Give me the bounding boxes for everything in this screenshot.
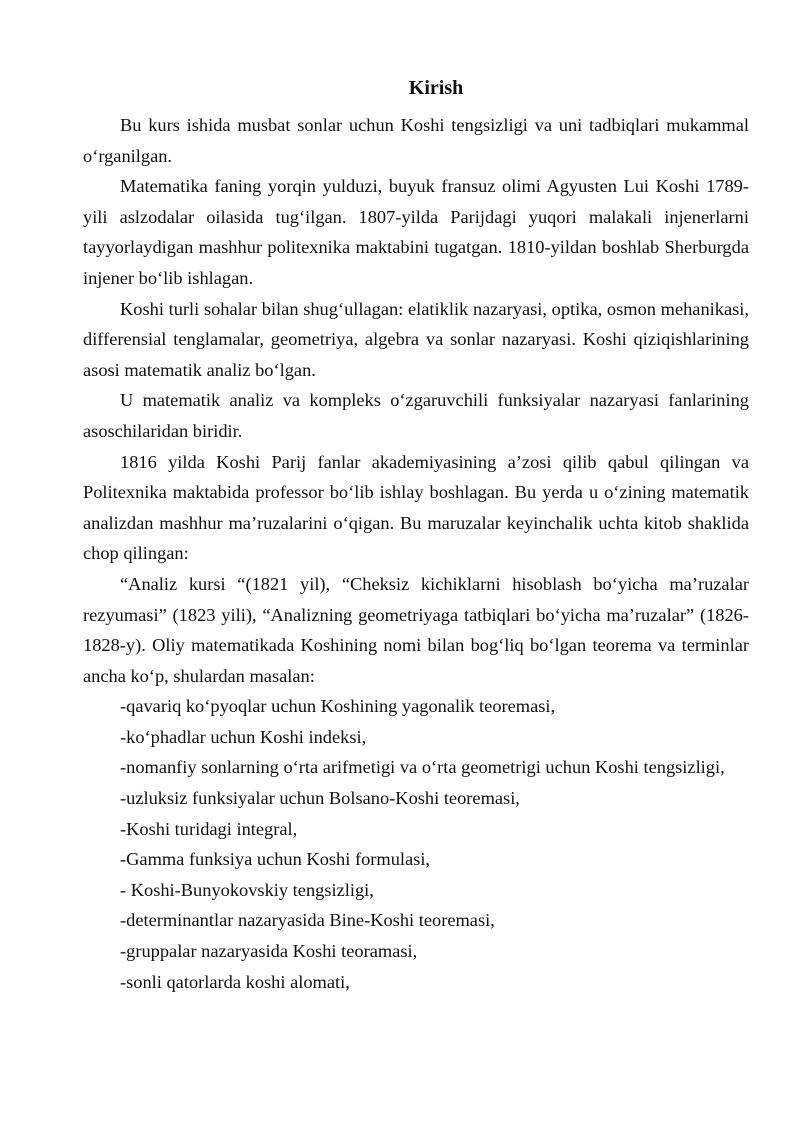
list-item: -sonli qatorlarda koshi alomati,	[120, 971, 350, 992]
paragraph-3: Koshi turli sohalar bilan shug‘ullagan: elatiklik nazaryasi, optika, osmon mehanikasi, differensial tenglamalar, geometriya, algebra va sonlar nazaryasi. Koshi qiziqishlarining asosi matematik analiz bo‘lgan.	[83, 298, 749, 380]
list-item: -Gamma funksiya uchun Koshi formulasi,	[120, 849, 431, 870]
list-item: -Koshi turidagi integral,	[120, 818, 298, 839]
paragraph-6: “Analiz kursi “(1821 yil), “Cheksiz kichiklarni hisoblash bo‘yicha ma’ruzalar rezyumasi” (1823 yili), “Analizning geometriyaga tatbiqlari bo‘yicha ma’ruzalar” (1826-1828-y). Oliy matematikada Koshining nomi bilan bog‘liq bo‘lgan teorema va terminlar ancha ko‘p, shulardan masalan:	[83, 573, 749, 686]
paragraph-2: Matematika faning yorqin yulduzi, buyuk fransuz olimi Agyusten Lui Koshi 1789-yili aslzodalar oilasida tug‘ilgan. 1807-yilda Parijdagi yuqori malakali injenerlarni tayyorlaydigan mashhur politexnika maktabini tugatgan. 1810-yildan boshlab Sherburgda injener bo‘lib ishlagan.	[83, 176, 749, 288]
theorem-list	[83, 691, 749, 997]
paragraph-1: Bu kurs ishida musbat sonlar uchun Koshi tengsizligi va uni tadbiqlari mukammal o‘rganilgan.	[83, 115, 749, 166]
list-item: -ko‘phadlar uchun Koshi indeksi,	[120, 726, 367, 747]
list-item: -determinantlar nazaryasida Bine-Koshi teoremasi,	[120, 910, 495, 931]
list-item: -qavariq ko‘pyoqlar uchun Koshining yagonalik teoremasi,	[120, 696, 556, 717]
list-item: -nomanfiy sonlarning o‘rta arifmetigi va o‘rta geometrigi uchun Koshi tengsizligi,	[120, 757, 725, 778]
list-item: -gruppalar nazaryasida Koshi teoramasi,	[120, 941, 418, 962]
document-title: Kirish	[408, 77, 464, 99]
document-page	[83, 70, 749, 997]
list-item: - Koshi-Bunyokovskiy tengsizligi,	[120, 879, 374, 900]
list-item: -uzluksiz funksiyalar uchun Bolsano-Koshi teoremasi,	[120, 788, 520, 809]
paragraph-5: 1816 yilda Koshi Parij fanlar akademiyasining a’zosi qilib qabul qilingan va Politexnika maktabida professor bo‘lib ishlay boshlagan. Bu yerda u o‘zining matematik analizdan mashhur ma’ruzalarini o‘qigan. Bu maruzalar keyinchalik uchta kitob shaklida chop qilingan:	[83, 451, 749, 564]
paragraph-4: U matematik analiz va kompleks o‘zgaruvchili funksiyalar nazaryasi fanlarining asoschilaridan biridir.	[83, 390, 749, 441]
